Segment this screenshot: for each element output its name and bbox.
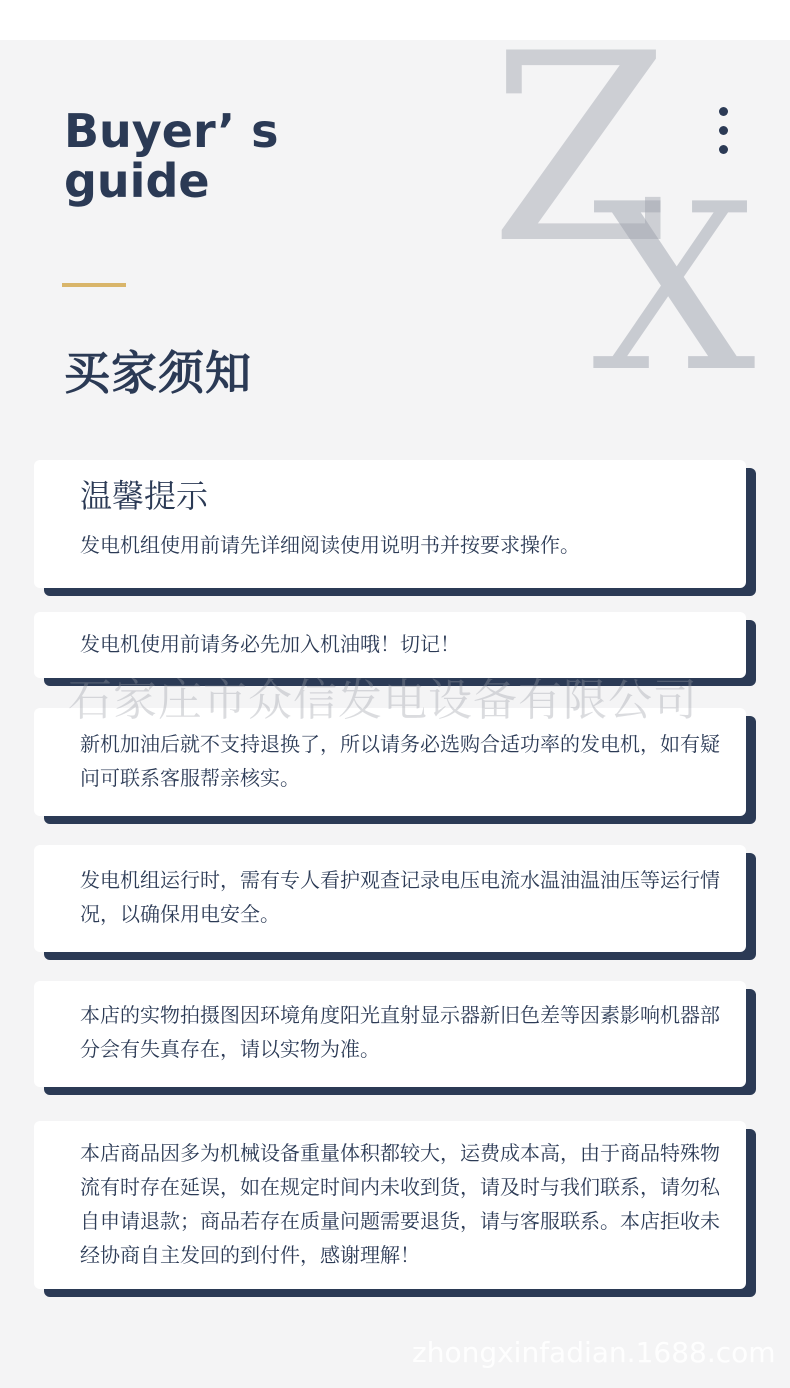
watermark-letter-z: Z [490,0,671,301]
card-body [34,708,746,816]
card-body [34,612,746,678]
card-text: 发电机组使用前请先详细阅读使用说明书并按要求操作。 [80,533,580,557]
card-text: 本店商品因多为机械设备重量体积都较大，运费成本高，由于商品特殊物流有时存在延误，如在规定时间内未收到货，请及时与我们联系，请勿私自申请退款；商品若存在质量问题需要退货，请与客服联系。本店拒收未经协商自主发回的到付件，感谢理解！ [80,1141,720,1267]
menu-dot [719,126,728,135]
card-body [34,460,746,588]
card-heading: 温馨提示 [80,477,209,515]
notice-card-oil [34,612,756,678]
page-title-english: Buyer’ s guide [64,104,279,208]
card-body [34,1121,746,1289]
card-body [34,845,746,952]
menu-dot [719,145,728,154]
card-text: 本店的实物拍摄图因环境角度阳光直射显示器新旧色差等因素影响机器部分会有失真存在，请以实物为准。 [80,1003,720,1061]
card-text: 发电机使用前请务必先加入机油哦！切记！ [80,632,460,656]
card-text: 发电机组运行时，需有专人看护观查记录电压电流水温油温油压等运行情况，以确保用电安全。 [80,868,720,926]
company-watermark: 石家庄市众信发电设备有限公司 [68,675,698,726]
card-text: 新机加油后就不支持退换了，所以请务必选购合适功率的发电机，如有疑问可联系客服帮亲核实。 [80,732,720,790]
notice-card-shipping [34,1121,756,1289]
menu-dot [719,107,728,116]
page-title-chinese: 买家须知 [64,346,252,400]
watermark-letter-x: X [592,156,756,423]
notice-card-operation [34,845,756,952]
card-body [34,981,746,1087]
notice-card-reminder [34,460,756,588]
site-watermark: zhongxinfadian.1688.com [412,1336,776,1369]
notice-card-no-return [34,708,756,816]
more-menu-icon[interactable] [716,107,730,155]
accent-divider [62,283,126,287]
notice-card-photos [34,981,756,1087]
